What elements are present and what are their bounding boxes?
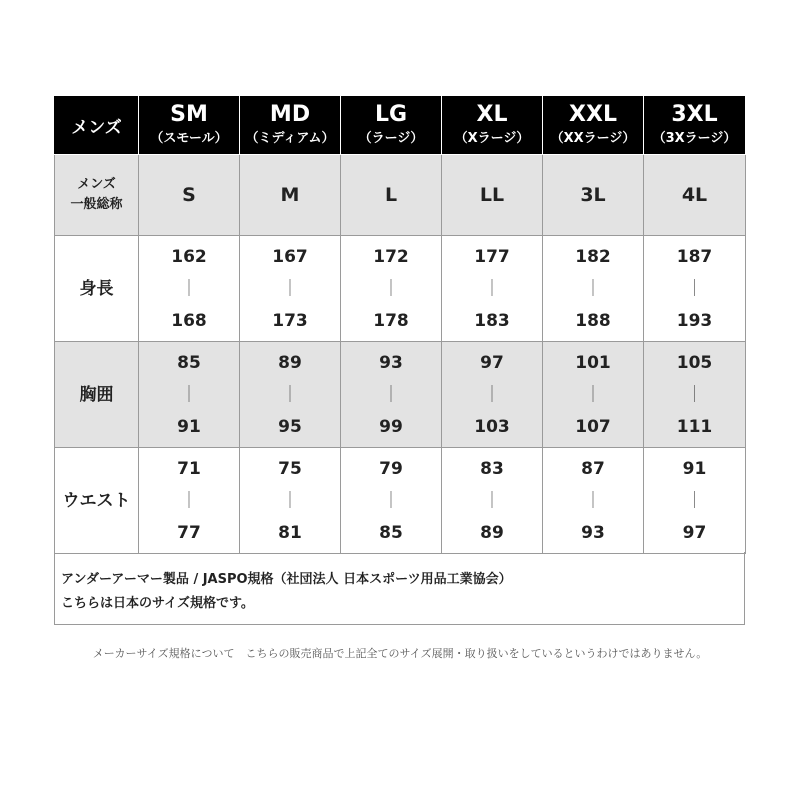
size-code: 3XL [671,102,718,127]
range-min: 85 [177,352,201,373]
size-header-cell [543,96,644,155]
range-max: 85 [379,522,403,543]
range-separator: ｜ [686,278,703,299]
chest-range-cell [644,342,746,448]
size-header-cell [442,96,543,155]
range-max: 99 [379,416,403,437]
range-max: 81 [278,522,302,543]
standard-note: アンダーアーマー製品 / JASPO規格（社団法人 日本スポーツ用品工業協会） [61,572,512,587]
range-max: 97 [682,522,707,543]
waist-label: ウエスト [55,448,139,554]
general-size-value: S [139,155,240,236]
size-header-cell [341,96,442,155]
range-max: 95 [278,416,302,437]
waist-row [55,448,746,554]
range-min: 79 [379,458,403,479]
range-min: 162 [171,246,207,267]
waist-range-cell [240,448,341,554]
range-separator: ｜ [686,384,703,405]
range-max: 91 [177,416,201,437]
range-max: 93 [581,522,605,543]
range-separator: ｜ [584,278,602,299]
size-name: （ラージ） [358,131,424,146]
range-separator: ｜ [281,278,299,299]
size-name: （3Xラージ） [652,131,737,146]
chest-range-cell [543,342,644,448]
height-range-cell [644,236,746,342]
waist-range-cell [442,448,543,554]
range-separator: ｜ [584,490,602,511]
range-max: 193 [676,310,713,331]
general-size-value: 3L [543,155,644,236]
range-max: 111 [676,416,713,437]
range-separator: ｜ [483,490,501,511]
range-separator: ｜ [584,384,602,405]
general-size-row [55,155,746,236]
range-min: 93 [379,352,403,373]
height-label: 身長 [55,236,139,342]
size-name: （XXラージ） [550,131,636,146]
general-size-label [55,155,139,236]
range-min: 101 [575,352,611,373]
size-code: LG [374,102,408,127]
header-title-cell [55,96,139,155]
range-max: 103 [474,416,510,437]
size-name: （ミディアム） [245,131,335,146]
header-title: メンズ [71,117,122,138]
japan-standard-note: こちらは日本のサイズ規格です。 [61,596,254,611]
height-range-cell [543,236,644,342]
range-separator: ｜ [180,278,198,299]
height-range-cell [341,236,442,342]
size-code: XL [476,102,508,127]
range-separator: ｜ [281,490,299,511]
range-min: 172 [373,246,409,267]
size-chart-table [54,95,746,554]
range-min: 97 [480,352,504,373]
range-max: 183 [474,310,510,331]
general-size-value: L [341,155,442,236]
range-max: 77 [177,522,201,543]
waist-range-cell [644,448,746,554]
chest-row [55,342,746,448]
range-separator: ｜ [483,384,501,405]
range-min: 177 [474,246,510,267]
range-min: 167 [272,246,308,267]
size-header-cell [240,96,341,155]
chest-range-cell [139,342,240,448]
chest-range-cell [341,342,442,448]
range-separator: ｜ [382,278,400,299]
range-min: 87 [581,458,605,479]
size-name: （スモール） [150,131,228,146]
disclaimer-text: メーカーサイズ規格について こちらの販売商品で上記全てのサイズ展開・取り扱いをしているというわけではありません。 [92,647,708,660]
range-max: 173 [272,310,308,331]
range-max: 168 [171,310,207,331]
range-min: 89 [278,352,302,373]
general-size-value: LL [442,155,543,236]
range-min: 71 [177,458,201,479]
chest-label: 胸囲 [55,342,139,448]
chest-range-cell [442,342,543,448]
height-row [55,236,746,342]
range-separator: ｜ [180,384,198,405]
range-min: 91 [682,458,707,479]
size-code: XXL [569,102,617,127]
range-min: 187 [676,246,713,267]
range-separator: ｜ [483,278,501,299]
size-name: （Xラージ） [454,131,530,146]
range-separator: ｜ [281,384,299,405]
range-min: 83 [480,458,504,479]
range-separator: ｜ [382,490,400,511]
range-min: 182 [575,246,611,267]
size-code: MD [269,102,311,127]
range-min: 105 [676,352,713,373]
range-max: 178 [373,310,409,331]
range-separator: ｜ [686,490,703,511]
height-range-cell [139,236,240,342]
size-code: SM [170,102,208,127]
header-row [55,96,746,155]
chest-range-cell [240,342,341,448]
waist-range-cell [543,448,644,554]
notes-box [54,552,745,625]
height-range-cell [240,236,341,342]
waist-range-cell [341,448,442,554]
range-min: 75 [278,458,302,479]
size-header-cell [644,96,746,155]
general-label-line2: 一般総称 [70,197,123,212]
range-max: 107 [575,416,611,437]
range-separator: ｜ [382,384,400,405]
range-max: 188 [575,310,611,331]
height-range-cell [442,236,543,342]
general-label-line1: メンズ [77,177,116,192]
range-max: 89 [480,522,504,543]
range-separator: ｜ [180,490,198,511]
general-size-value: 4L [644,155,746,236]
general-size-value: M [240,155,341,236]
waist-range-cell [139,448,240,554]
size-header-cell [139,96,240,155]
